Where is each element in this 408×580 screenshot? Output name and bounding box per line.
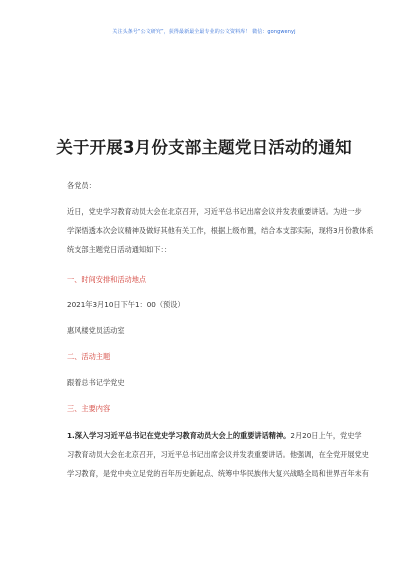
content-item-1-first-line bbox=[67, 426, 362, 445]
content-line: 习教育动员大会在北京召开，习近平总书记出席会议并发表重要讲话。他强调，在全党开展党史 bbox=[67, 450, 369, 459]
intro-paragraph bbox=[67, 202, 374, 259]
salutation: 各党员： bbox=[67, 181, 96, 190]
event-theme: 跟着总书记学党史 bbox=[67, 378, 125, 387]
event-place: 惠风楼党员活动室 bbox=[67, 326, 125, 335]
content-item-1 bbox=[67, 426, 369, 483]
section-heading-time-place: 一、时间安排和活动地点 bbox=[67, 275, 147, 284]
header-note: 关注头条号“公文研究”，获得最新最全最专业的公文资料库！ 微信：gongwenyj bbox=[112, 29, 296, 35]
content-item-1-lead: 2月20日上午，党史学 bbox=[290, 431, 362, 440]
event-datetime: 2021年3月10日下午1：00（预设） bbox=[67, 300, 185, 309]
content-item-1-heading: 1.深入学习习近平总书记在党史学习教育动员大会上的重要讲话精神。 bbox=[67, 431, 291, 440]
page-title: 关于开展3月份支部主题党日活动的通知 bbox=[56, 138, 352, 157]
section-heading-theme: 二、活动主题 bbox=[67, 352, 111, 361]
content-line: 学习教育，是党中央立足党的百年历史新起点、统筹中华民族伟大复兴战略全局和世界百年未有 bbox=[67, 469, 369, 478]
intro-line: 近日，党史学习教育动员大会在北京召开，习近平总书记出席会议并发表重要讲话。为进一步 bbox=[67, 207, 362, 216]
intro-line: 学深悟透本次会议精神及做好其他有关工作，根据上级布置，结合本支部实际，现将3月份教体系 bbox=[67, 226, 374, 235]
intro-line: 统支部主题党日活动通知如下：： bbox=[67, 245, 172, 254]
section-heading-content: 三、主要内容 bbox=[67, 404, 111, 413]
